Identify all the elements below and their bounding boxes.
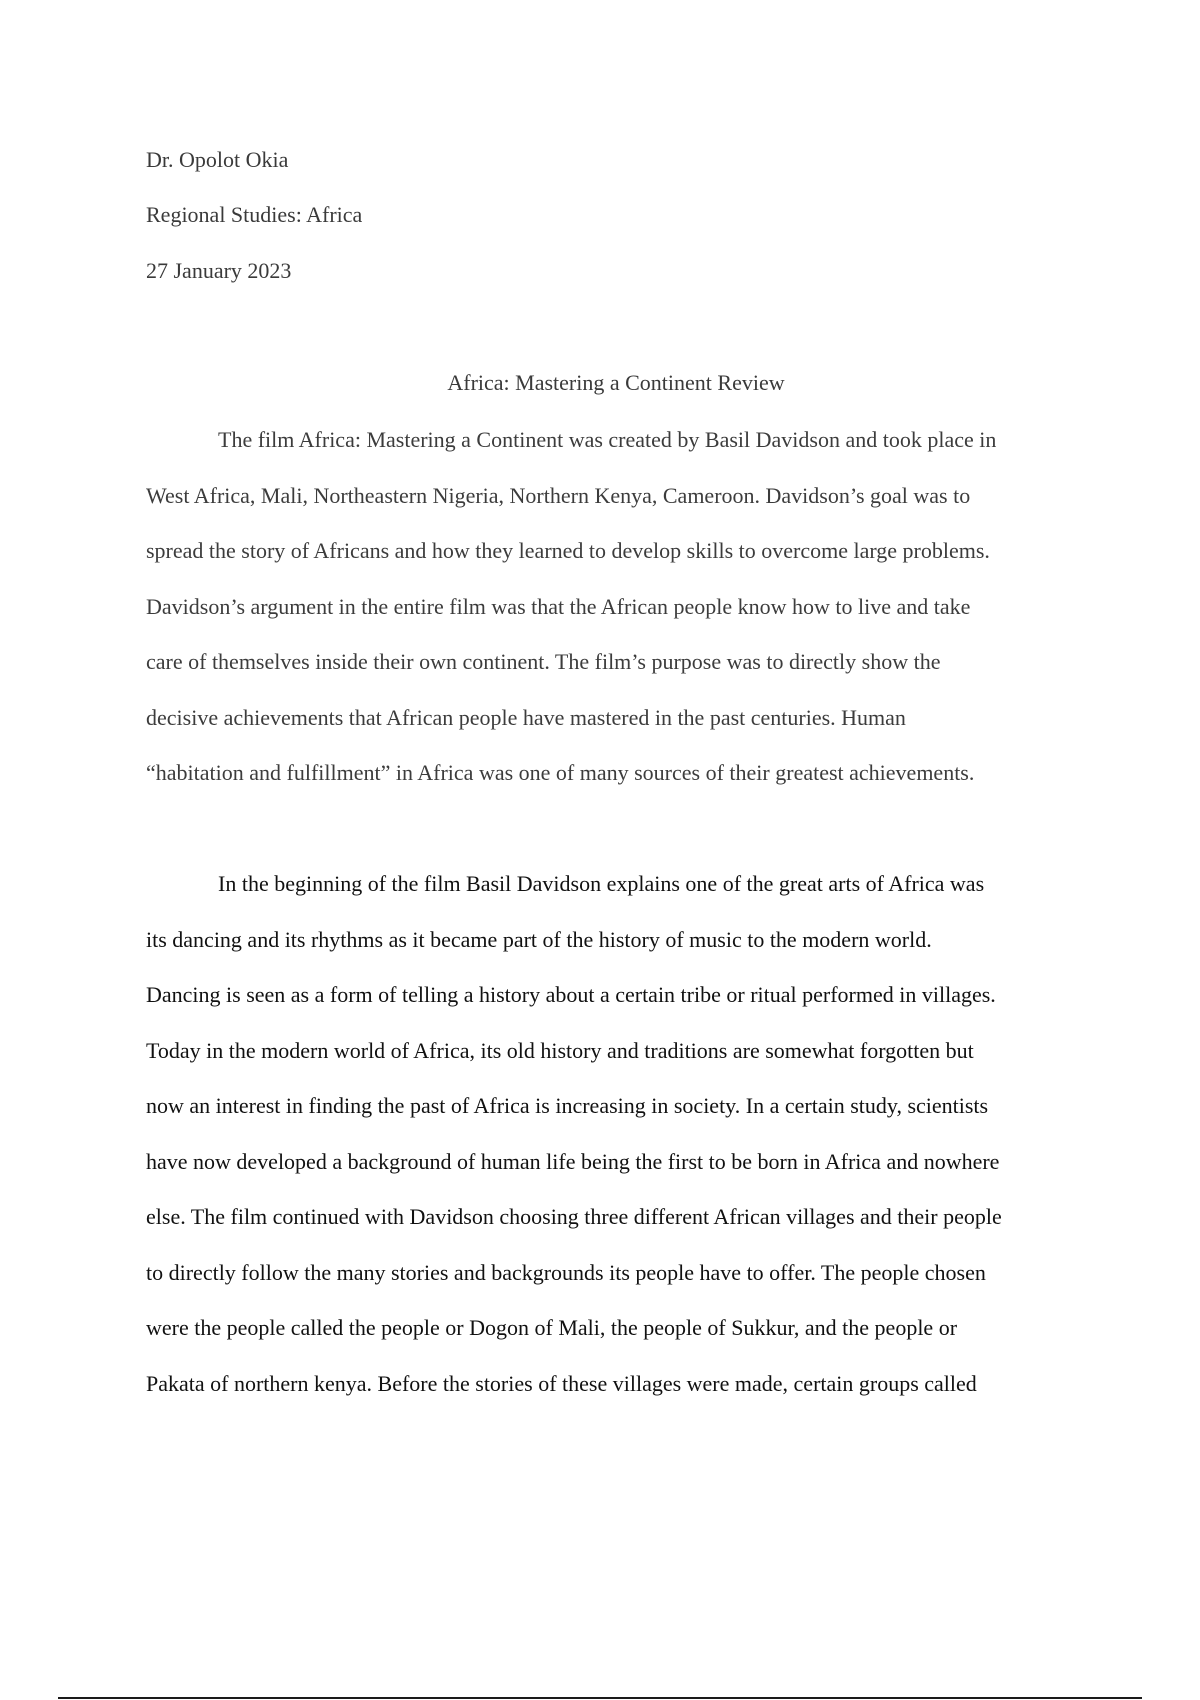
paragraph-line: to directly follow the many stories and backgrounds its people have to offer. The people chosen <box>146 1259 986 1285</box>
instructor-name: Dr. Opolot Okia <box>146 147 289 172</box>
paragraph-line: Davidson’s argument in the entire film was that the African people know how to live and take <box>146 593 971 619</box>
paragraph-line: “habitation and fulfillment” in Africa was one of many sources of their greatest achievements. <box>146 760 975 785</box>
paragraph-line: The film Africa: Mastering a Continent was created by Basil Davidson and took place in <box>218 427 997 452</box>
paragraph-line: now an interest in finding the past of Africa is increasing in society. In a certain study, scientists <box>146 1093 989 1118</box>
paragraph-1 <box>146 425 1106 814</box>
paragraph-line: Dancing is seen as a form of telling a history about a certain tribe or ritual performed in villages. <box>146 982 996 1007</box>
course-name: Regional Studies: Africa <box>146 202 363 227</box>
paragraph-line: were the people called the people or Dogon of Mali, the people of Sukkur, and the people or <box>146 1315 958 1340</box>
paragraph-line: West Africa, Mali, Northeastern Nigeria, Northern Kenya, Cameroon. Davidson’s goal was to <box>146 482 971 508</box>
paragraph-line: decisive achievements that African people have mastered in the past centuries. Human <box>146 704 906 730</box>
paragraph-line: In the beginning of the film Basil Davidson explains one of the great arts of Africa was <box>218 871 985 896</box>
page-bottom-rule <box>58 1697 1142 1699</box>
paragraph-line: care of themselves inside their own continent. The film’s purpose was to directly show the <box>146 649 941 674</box>
paragraph-line: its dancing and its rhythms as it became part of the history of music to the modern world. <box>146 926 932 952</box>
document-title: Africa: Mastering a Continent Review <box>447 370 785 395</box>
paragraph-line: else. The film continued with Davidson choosing three different African villages and their people <box>146 1204 1002 1229</box>
paragraph-2 <box>146 869 1106 1424</box>
paragraph-line: have now developed a background of human life being the first to be born in Africa and nowhere <box>146 1148 1000 1174</box>
document-date: 27 January 2023 <box>146 258 292 283</box>
paragraph-line: Pakata of northern kenya. Before the stories of these villages were made, certain groups called <box>146 1370 977 1396</box>
paragraph-line: spread the story of Africans and how they learned to develop skills to overcome large problems. <box>146 538 990 563</box>
paragraph-line: Today in the modern world of Africa, its old history and traditions are somewhat forgotten but <box>146 1037 974 1063</box>
